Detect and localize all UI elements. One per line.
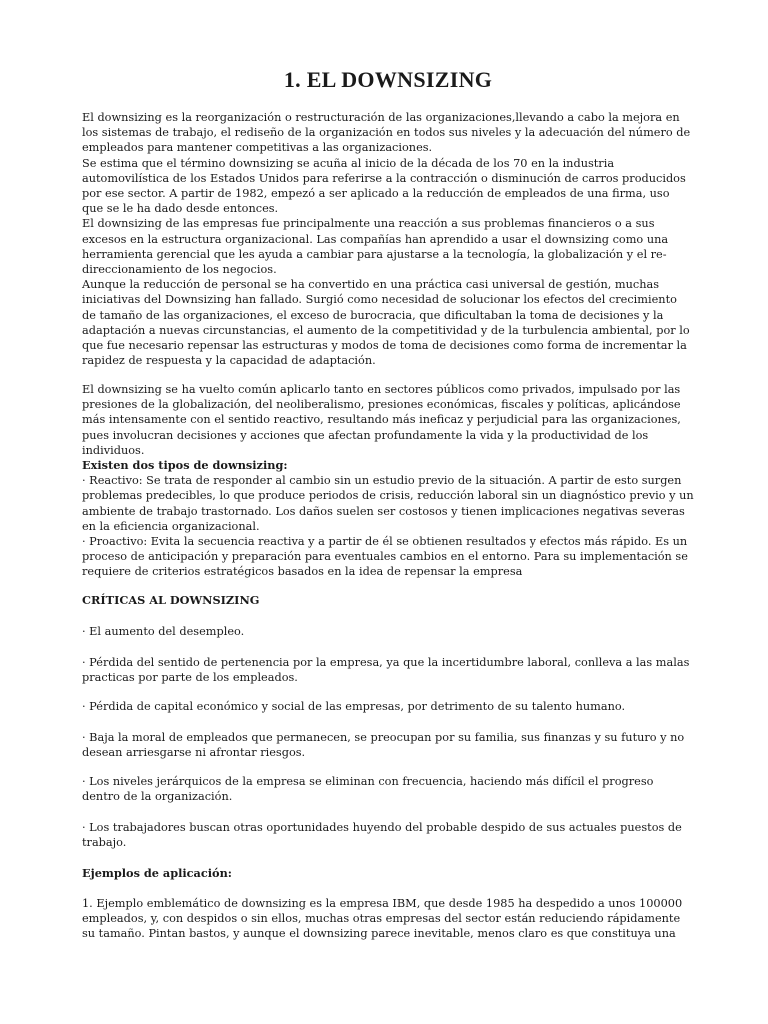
ejemplos-section: [82, 896, 694, 942]
intro-section: [82, 110, 694, 368]
critica-item: [82, 624, 694, 639]
critica-item: [82, 730, 694, 760]
tipos-heading: Existen dos tipos de downsizing:: [82, 458, 288, 473]
critica-item-text: · Pérdida de capital económico y social de las empresas, por detrimento de su talento humano.: [82, 700, 626, 713]
criticas-heading: CRÍTICAS AL DOWNSIZING: [82, 593, 260, 607]
critica-item-text: · Los niveles jerárquicos de la empresa se eliminan con frecuencia, haciendo más difícil el progreso dentro de la organización.: [82, 775, 654, 804]
document-page: [82, 0, 694, 1024]
critica-item-text: · Pérdida del sentido de pertenencia por la empresa, ya que la incertidumbre laboral, conlleva a las malas practicas por parte de los empleados.: [82, 656, 690, 685]
intro-paragraph-2: Se estima que el término downsizing se acuña al inicio de la década de los 70 en la industria automovilística de los Estados Unidos para referirse a la contracción o disminución de carros producidos por ese sector. A partir de 1982, empezó a ser aplicado a la reducción de empleados de una firma, uso que se le ha dado desde entonces.: [82, 156, 686, 216]
document-title: 1. EL DOWNSIZING: [283, 67, 493, 92]
critica-item-text: · El aumento del desempleo.: [82, 625, 245, 638]
critica-item-text: · Los trabajadores buscan otras oportunidades huyendo del probable despido de sus actuales puestos de trabajo.: [82, 821, 682, 850]
critica-item: [82, 655, 694, 685]
critica-item: [82, 820, 694, 850]
intro-paragraph-1: El downsizing es la reorganización o restructuración de las organizaciones,llevando a cabo la mejora en los sistemas de trabajo, el rediseño de la organización en todos sus niveles y la adecuación del número de empleados para mantener competitivas a las organizaciones.: [82, 111, 691, 155]
critica-item-text: · Baja la moral de empleados que permanecen, se preocupan por su familia, sus finanzas y su futuro y no desean arriesgarse ni afrontar riesgos.: [82, 731, 685, 760]
intro-paragraph-4: Aunque la reducción de personal se ha convertido en una práctica casi universal de gestión, muchas iniciativas del Downsizing han fallado. Surgió como necesidad de solucionar los efectos del crecimiento de tamaño de las organizaciones, el exceso de burocracia, que dificultaban la toma de decisiones y la adaptación a nuevas circunstancias, el aumento de la competitividad y de la turbulencia ambiental, por lo que fue necesario repensar las estructuras y modos de toma de decisiones como forma de incrementar la rapidez de respuesta y la capacidad de adaptación.: [82, 278, 690, 368]
sectores-section: [82, 382, 694, 580]
ejemplos-heading-block: [82, 866, 694, 881]
critica-item: [82, 699, 694, 714]
tipo-reactivo: · Reactivo: Se trata de responder al cambio sin un estudio previo de la situación. A partir de esto surgen problemas predecibles, lo que produce periodos de crisis, reducción laboral sin un diagnóstico previo y un ambiente de trabajo trastornado. Los daños suelen ser costosos y tienen implicaciones negativas severas en la eficiencia organizacional.: [82, 474, 694, 533]
ejemplos-heading: Ejemplos de aplicación:: [82, 866, 232, 880]
critica-item: [82, 774, 694, 804]
criticas-heading-block: [82, 593, 694, 608]
ejemplo-paragraph-1: 1. Ejemplo emblemático de downsizing es la empresa IBM, que desde 1985 ha despedido a unos 100000 empleados, y, con despidos o sin ellos, muchas otras empresas del sector están reduciendo rápidamente su tamaño. Pintan bastos, y aunque el downsizing parece inevitable, menos claro es que constituya una: [82, 897, 683, 941]
intro-paragraph-3: El downsizing de las empresas fue principalmente una reacción a sus problemas financieros o a sus excesos en la estructura organizacional. Las compañías han aprendido a usar el downsizing como una herramienta gerencial que les ayuda a cambiar para ajustarse a la tecnología, la globalización y el re-direccionamiento de los negocios.: [82, 217, 669, 277]
sectores-paragraph: El downsizing se ha vuelto común aplicarlo tanto en sectores públicos como privados, impulsado por las presiones de la globalización, del neoliberalismo, presiones económicas, fiscales y políticas, aplicándose más intensamente con el sentido reactivo, resultando más ineficaz y perjudicial para las organizaciones, pues involucran decisiones y acciones que afectan profundamente la vida y la productividad de los individuos.: [82, 383, 681, 457]
tipo-proactivo: · Proactivo: Evita la secuencia reactiva y a partir de él se obtienen resultados y efectos más rápido. Es un proceso de anticipación y preparación para eventuales cambios en el entorno. Para su implementación se requiere de criterios estratégicos basados en la idea de repensar la empresa: [82, 535, 688, 579]
